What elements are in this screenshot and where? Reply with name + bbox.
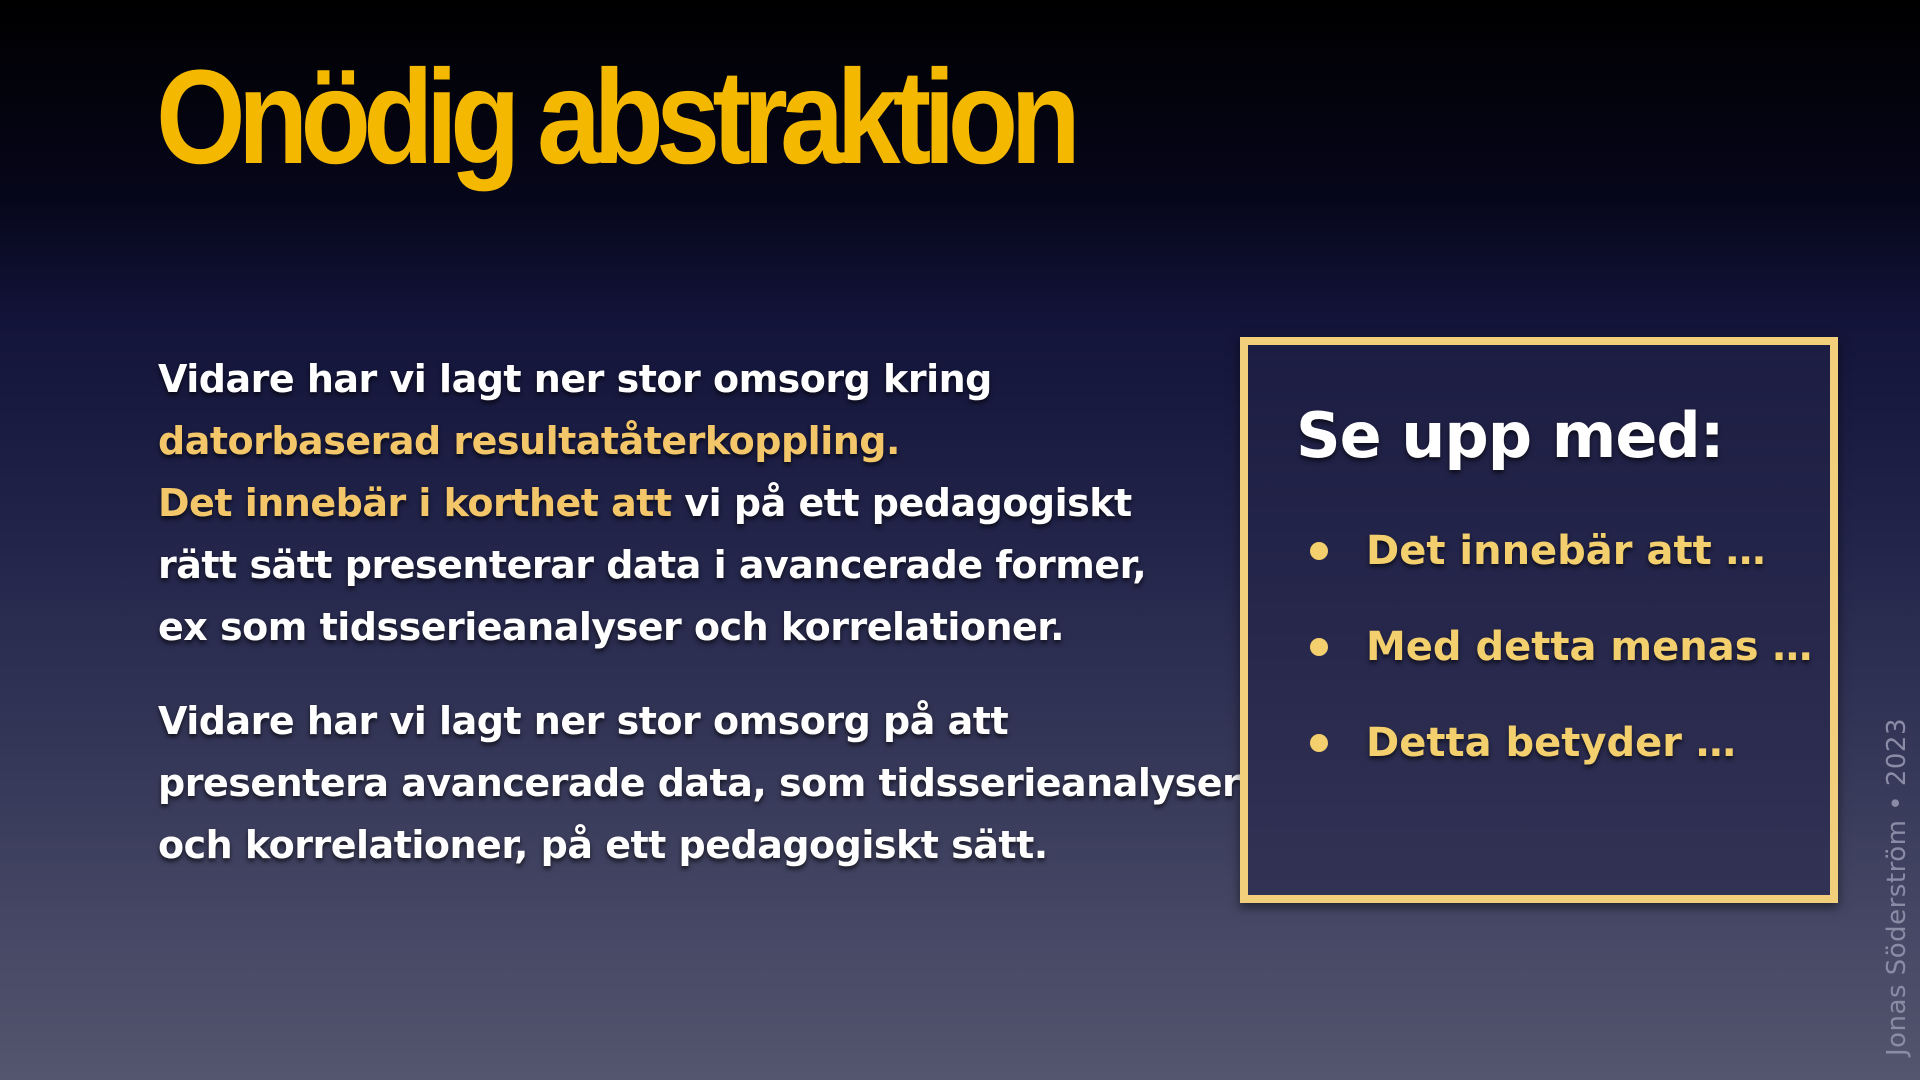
paragraph-2-line-2: presentera avancerade data, som tidsserieanalyser: [158, 761, 1241, 805]
paragraph-1-line-3-rest: vi på ett pedagogiskt: [671, 481, 1132, 525]
bullet-icon: [1310, 734, 1328, 752]
paragraph-1-line-1: Vidare har vi lagt ner stor omsorg kring: [158, 357, 992, 401]
paragraph-1-line-3-highlight: Det innebär i korthet att: [158, 481, 672, 525]
paragraph-2-line-3: och korrelationer, på ett pedagogiskt sätt.: [158, 823, 1048, 867]
callout-box: [1240, 337, 1838, 903]
paragraph-1-line-4: rätt sätt presenterar data i avancerade former,: [158, 543, 1147, 587]
paragraph-1-line-5: ex som tidsserieanalyser och korrelationer.: [158, 605, 1065, 649]
paragraph-2: [158, 690, 1241, 876]
slide-title: Onödig abstraktion: [156, 43, 1074, 192]
callout-item-text: Detta betyder …: [1366, 720, 1736, 766]
callout-item-text: Det innebär att …: [1366, 528, 1766, 574]
paragraph-1: [158, 348, 1238, 658]
callout-list: [1310, 527, 1812, 815]
author-credit: Jonas Söderström • 2023: [1882, 717, 1912, 1056]
bullet-icon: [1310, 638, 1328, 656]
paragraph-1-line-3: [158, 472, 1238, 534]
callout-item-text: Med detta menas …: [1366, 624, 1813, 670]
callout-item: [1310, 719, 1812, 815]
callout-item: [1310, 623, 1812, 719]
paragraph-1-line-2-highlight: datorbaserad resultatåterkoppling.: [158, 419, 900, 463]
callout-title: Se upp med:: [1296, 399, 1724, 472]
callout-item: [1310, 527, 1812, 623]
paragraph-2-line-1: Vidare har vi lagt ner stor omsorg på att: [158, 699, 1009, 743]
body-text: [158, 348, 1241, 876]
bullet-icon: [1310, 542, 1328, 560]
